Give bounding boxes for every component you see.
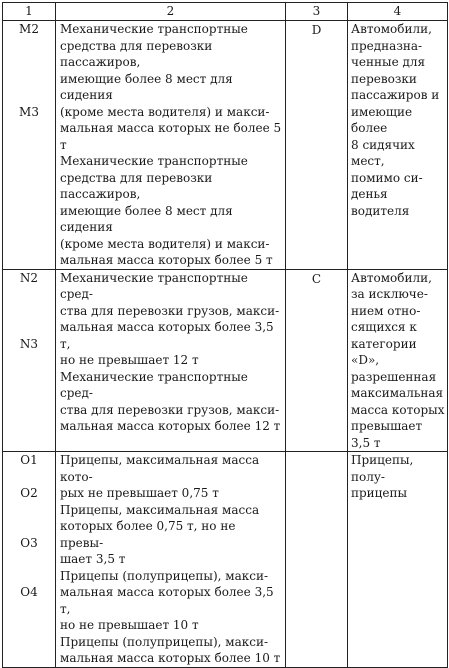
category-cell [286,452,348,668]
description-cell [56,452,286,668]
code-n3: N3 [19,336,39,351]
category-cell [286,21,348,270]
table-row [3,269,448,452]
table-row [3,452,448,668]
description-o2: Прицепы, максимальная масса которых более 0,75 т, но не превы- шает 3,5 т [60,502,260,566]
note-trailers: Прицепы, полу- прицепы [351,453,414,500]
description-o4: Прицепы (полуприцепы), макси- мальная масса которых более 10 т [60,634,281,665]
description-cell [56,269,286,452]
description-n3: Механические транспортные сред- ства для перевозки грузов, макси- мальная масса которых более 12 т [60,369,281,433]
code-o3: O3 [20,535,38,550]
description-o3: Прицепы (полуприцепы), макси- мальная масса которых более 3,5 т, но не превышает 10 т [60,568,274,632]
code-n2: N2 [19,270,39,285]
description-m3: Механические транспортные средства для перевозки пассажиров, имеющие более 8 мест для сидения (кроме места водителя) и макси- мальная масса которых более 5 т [60,154,273,267]
header-cell-2: 2 [56,3,286,21]
header-row [3,3,448,21]
table-row [3,21,448,270]
code-cell [3,21,56,270]
header-cell-1: 1 [3,3,56,21]
code-m3: M3 [19,104,39,119]
header-cell-3: 3 [286,3,348,21]
category-c: C [311,271,322,286]
header-cell-4: 4 [348,3,448,21]
description-o1: Прицепы, максимальная масса кото- рых не превышает 0,75 т [60,453,260,500]
code-cell [3,452,56,668]
note-cell [348,269,448,452]
code-o2: O2 [20,486,38,500]
category-empty [286,452,347,453]
category-d: D [311,23,322,37]
code-o4: O4 [20,585,38,599]
description-m2: Механические транспортные средства для перевозки пассажиров, имеющие более 8 мест для сидения (кроме места водителя) и макси- мальная масса которых не более 5 т [60,22,282,152]
description-cell [56,21,286,270]
code-cell [3,269,56,452]
note-cell [348,21,448,270]
code-o1: O1 [20,453,38,467]
category-cell [286,269,348,452]
code-m2: M2 [19,22,39,36]
note-cell [348,452,448,668]
note-d: Автомобили, предназна- ченные для перевозки пассажиров и имеющие более 8 сидячих мест, помимо си- денья водителя [351,22,440,218]
description-n2: Механические транспортные сред- ства для перевозки грузов, макси- мальная масса которых более 3,5 т, но не превышает 12 т [60,270,280,367]
vehicle-category-table [2,2,448,668]
note-c: Автомобили, за исключе- нием отно- сящихся к категории «D», разрешенная максимальная масса которых превышает 3,5 т [351,270,445,450]
